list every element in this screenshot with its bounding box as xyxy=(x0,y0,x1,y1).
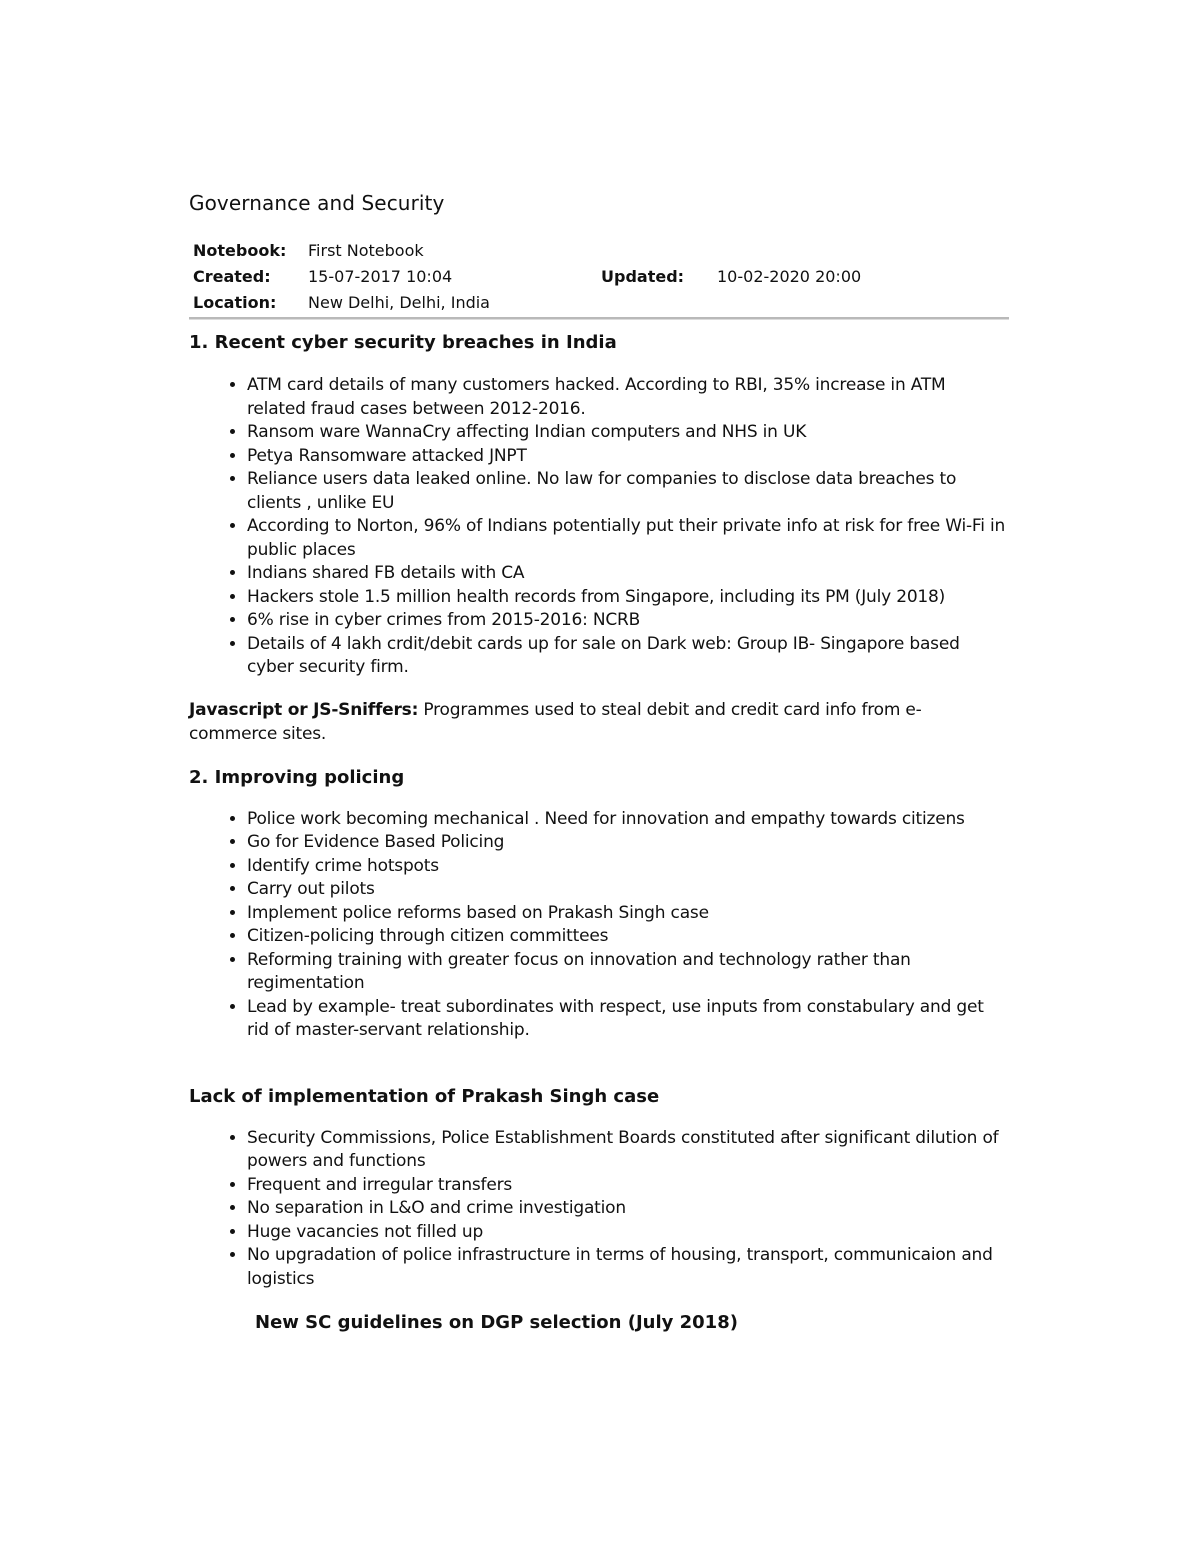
bullet-list xyxy=(189,1127,1009,1292)
list-item: • Go for Evidence Based Policing xyxy=(247,831,1009,855)
list-item: • 6% rise in cyber crimes from 2015-2016: NCRB xyxy=(247,609,1009,633)
list-item: • Carry out pilots xyxy=(247,878,1009,902)
subsection-heading: New SC guidelines on DGP selection (July 2018) xyxy=(255,1312,738,1333)
list-item: • No separation in L&O and crime investigation xyxy=(247,1197,1009,1221)
list-item: • No upgradation of police infrastructure in terms of housing, transport, communicaion and logistics xyxy=(247,1244,1009,1291)
list-item: • Hackers stole 1.5 million health records from Singapore, including its PM (July 2018) xyxy=(247,586,1009,610)
location-value: New Delhi, Delhi, India xyxy=(308,293,490,312)
updated-label: Updated: xyxy=(601,267,685,286)
bullet-list xyxy=(189,808,1009,1043)
list-item: • According to Norton, 96% of Indians potentially put their private info at risk for free Wi-Fi in public places xyxy=(247,515,1009,562)
list-item: • Lead by example- treat subordinates with respect, use inputs from constabulary and get rid of master-servant relationship. xyxy=(247,996,1009,1043)
section-heading: 1. Recent cyber security breaches in India xyxy=(189,332,617,353)
list-item: • Reforming training with greater focus on innovation and technology rather than regimentation xyxy=(247,949,1009,996)
page-title: Governance and Security xyxy=(189,191,445,215)
list-item: • Implement police reforms based on Prakash Singh case xyxy=(247,902,1009,926)
section-prakash-singh xyxy=(189,1085,1009,1292)
created-label: Created: xyxy=(193,267,271,286)
notebook-label: Notebook: xyxy=(193,241,287,260)
list-item: • ATM card details of many customers hacked. According to RBI, 35% increase in ATM related fraud cases between 2012-2016. xyxy=(247,374,1009,421)
note-metadata xyxy=(189,241,1009,341)
section-heading: Lack of implementation of Prakash Singh case xyxy=(189,1085,660,1107)
list-item: • Details of 4 lakh crdit/debit cards up for sale on Dark web: Group IB- Singapore based cyber security firm. xyxy=(247,633,1009,680)
location-label: Location: xyxy=(193,293,277,312)
header-divider xyxy=(189,317,1009,320)
section-cyber-breaches xyxy=(189,331,1009,680)
list-item: • Reliance users data leaked online. No law for companies to disclose data breaches to clients , unlike EU xyxy=(247,468,1009,515)
list-item: • Frequent and irregular transfers xyxy=(247,1174,1009,1198)
js-sniffers-definition: Programmes used to steal debit and credit card info from e-commerce sites. xyxy=(189,699,922,744)
section-improving-policing xyxy=(189,766,1009,1043)
list-item: • Ransom ware WannaCry affecting Indian computers and NHS in UK xyxy=(247,421,1009,445)
created-value: 15-07-2017 10:04 xyxy=(308,267,453,286)
section-heading: 2. Improving policing xyxy=(189,766,405,788)
js-sniffers-term: Javascript or JS-Sniffers: xyxy=(189,699,419,720)
list-item: • Identify crime hotspots xyxy=(247,855,1009,879)
list-item: • Citizen-policing through citizen committees xyxy=(247,925,1009,949)
bullet-list xyxy=(189,374,1009,680)
list-item: • Petya Ransomware attacked JNPT xyxy=(247,445,1009,469)
notebook-value: First Notebook xyxy=(308,241,424,260)
note-page xyxy=(189,191,1009,1335)
js-sniffers-note xyxy=(189,698,1009,746)
updated-value: 10-02-2020 20:00 xyxy=(717,267,862,286)
list-item: • Indians shared FB details with CA xyxy=(247,562,1009,586)
list-item: • Police work becoming mechanical . Need for innovation and empathy towards citizens xyxy=(247,808,1009,832)
list-item: • Security Commissions, Police Establishment Boards constituted after significant dilution of powers and functions xyxy=(247,1127,1009,1174)
list-item: • Huge vacancies not filled up xyxy=(247,1221,1009,1245)
